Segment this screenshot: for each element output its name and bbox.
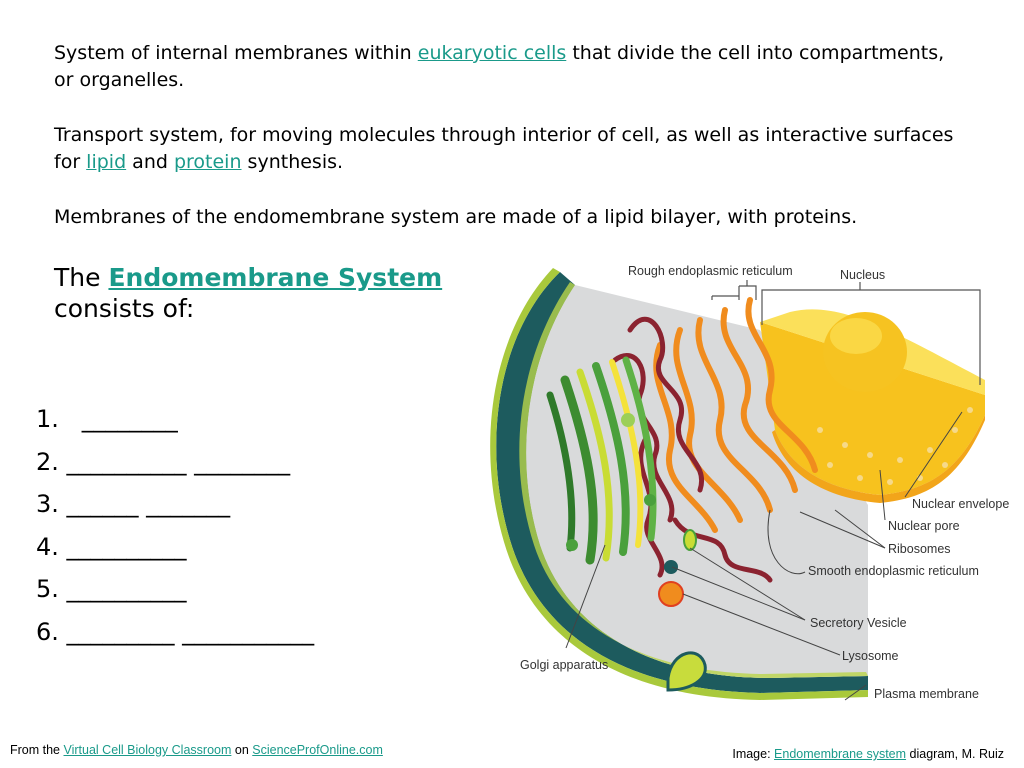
heading-suffix: consists of: [54,294,195,323]
list-item: 1. ________ [36,405,178,433]
eukaryotic-cells-link[interactable]: eukaryotic cells [417,42,567,64]
golgi-vesicle [621,413,635,427]
text: Membranes of the endomembrane system are made of a lipid bilayer, with proteins. [54,206,858,228]
list-item: 4. __________ [36,532,187,561]
label-golgi: Golgi apparatus [520,658,609,672]
text: From the [10,743,64,757]
nucleolus-highlight [830,318,882,354]
footer-source [10,743,383,757]
blank-list [36,398,314,653]
virtual-cell-biology-link[interactable]: Virtual Cell Biology Classroom [63,743,232,757]
label-nuclear-envelope: Nuclear envelope [912,497,1010,511]
heading-prefix: The [54,263,109,292]
text: Image: [732,747,775,761]
secretory-vesicle-small [664,560,678,574]
endomembrane-system-link[interactable]: Endomembrane System [108,263,443,292]
scienceprofonline-link[interactable]: ScienceProfOnline.com [252,743,383,757]
endomembrane-system-diagram-link[interactable]: Endomembrane system [774,747,907,761]
list-item: 3. ______ _______ [36,490,231,518]
label-ribosomes: Ribosomes [888,542,951,556]
list-item: 5. __________ [36,575,187,603]
golgi-vesicle [644,494,656,506]
secretory-vesicle-shape [684,530,696,550]
list-item: 6. _________ ___________ [36,617,315,646]
label-secretory-vesicle: Secretory Vesicle [810,616,907,630]
text: that divide the cell into compartments, or organelles. [54,42,945,91]
text: System of internal membranes within [54,42,418,64]
endomembrane-diagram [490,256,1024,708]
label-lysosome: Lysosome [842,649,899,663]
intro-paragraph-3 [54,204,954,231]
lipid-link[interactable]: lipid [86,151,127,173]
label-rough-er: Rough endoplasmic reticulum [628,264,793,278]
lysosome-shape [659,582,683,606]
footer-image-credit [732,747,1004,761]
label-smooth-er: Smooth endoplasmic reticulum [808,564,979,578]
intro-paragraph-1 [54,40,954,94]
text: synthesis. [241,151,344,173]
text: Transport system, for moving molecules through interior of cell, as well as interactive surfaces for [54,124,954,173]
protein-link[interactable]: protein [173,151,242,173]
section-heading [54,262,442,324]
text: on [231,743,253,757]
list-item: 2. __________ ________ [36,447,291,476]
golgi-vesicle [566,539,578,551]
label-plasma-membrane: Plasma membrane [874,687,979,701]
text: diagram, M. Ruiz [906,747,1004,761]
text: and [126,151,174,173]
label-nuclear-pore: Nuclear pore [888,519,960,533]
label-nucleus: Nucleus [840,268,886,282]
intro-paragraph-2 [54,122,954,176]
